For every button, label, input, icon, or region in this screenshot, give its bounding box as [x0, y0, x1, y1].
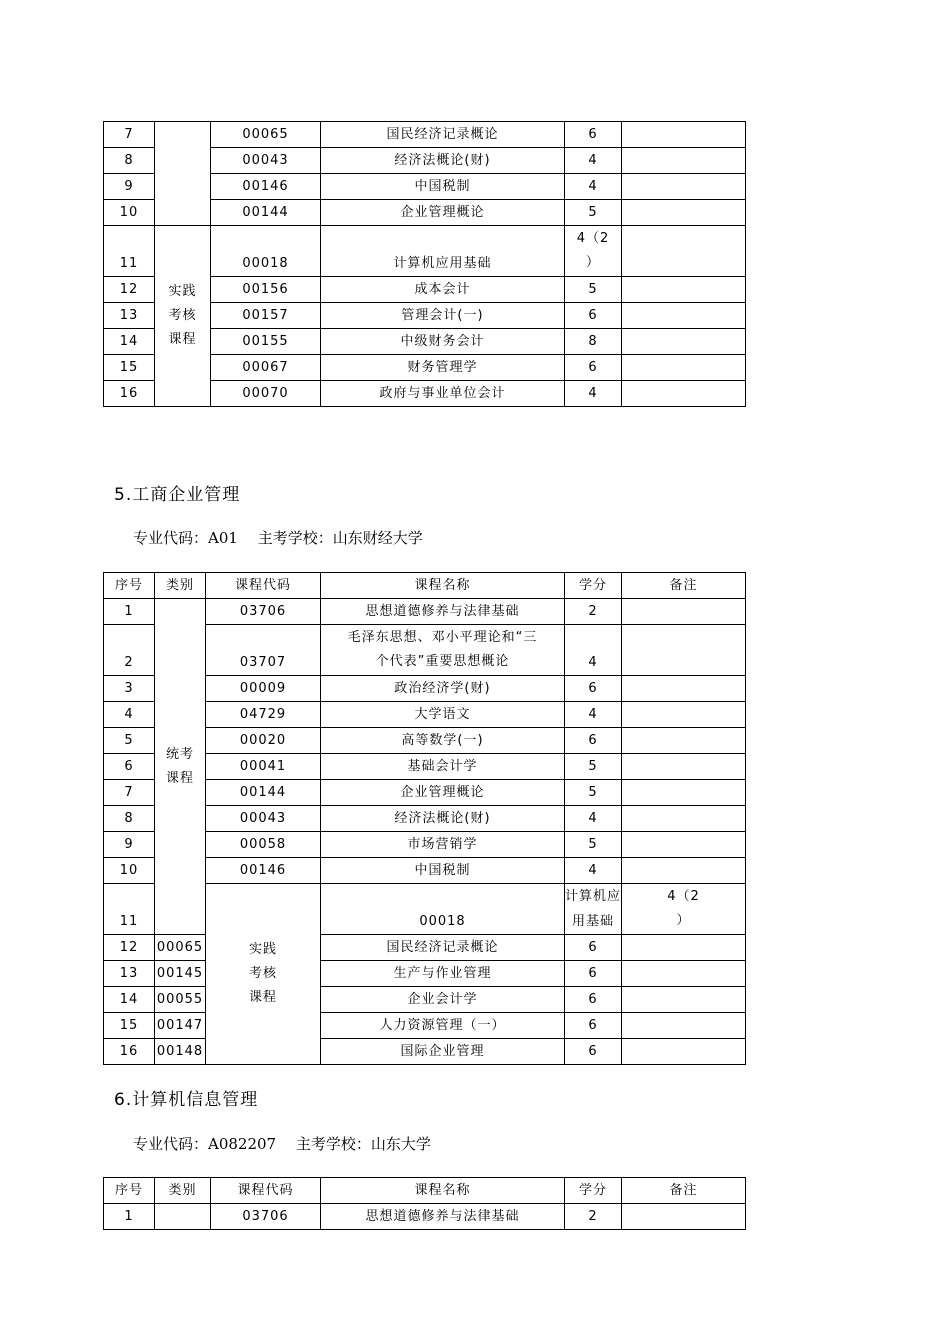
- row-number: 8: [104, 806, 155, 832]
- category-practice: [155, 226, 211, 407]
- note: [622, 702, 746, 728]
- row-number: 14: [104, 329, 155, 355]
- header-note: 备注: [622, 573, 746, 599]
- course-name: 国际企业管理: [321, 1039, 565, 1065]
- credit: 4: [565, 148, 622, 174]
- note: [622, 277, 746, 303]
- course-name: 企业管理概论: [321, 200, 565, 226]
- course-code: 00018: [321, 884, 565, 935]
- row-number: 8: [104, 148, 155, 174]
- credit: 6: [565, 987, 622, 1013]
- course-name: [321, 625, 565, 676]
- course-table-business: [103, 572, 746, 1065]
- course-code: 00145: [155, 961, 206, 987]
- credit-line: 4（2: [667, 889, 700, 904]
- note: [622, 1013, 746, 1039]
- credit: 6: [565, 961, 622, 987]
- credit: 6: [565, 122, 622, 148]
- credit: 4: [565, 381, 622, 407]
- row-number: 1: [104, 599, 155, 625]
- category-label: 课程: [168, 332, 197, 347]
- category-label: 考核: [168, 308, 197, 323]
- course-name: 中国税制: [321, 858, 565, 884]
- course-code: 00041: [206, 754, 321, 780]
- course-name: 财务管理学: [321, 355, 565, 381]
- course-name: 计算机应用基础: [565, 884, 622, 935]
- row-number: 9: [104, 832, 155, 858]
- course-code: 00067: [211, 355, 321, 381]
- course-name-line: 毛泽东思想、邓小平理论和“三: [347, 630, 538, 645]
- category-label: 实践: [248, 942, 277, 957]
- table-row: [104, 122, 746, 148]
- course-table-continued: [103, 121, 746, 407]
- note: [622, 987, 746, 1013]
- course-code: 00157: [211, 303, 321, 329]
- credit: 6: [565, 355, 622, 381]
- row-number: 12: [104, 935, 155, 961]
- row-number: 16: [104, 1039, 155, 1065]
- row-number: 13: [104, 303, 155, 329]
- note: [622, 935, 746, 961]
- note: [622, 806, 746, 832]
- note: [622, 728, 746, 754]
- note: [622, 832, 746, 858]
- credit: 5: [565, 277, 622, 303]
- course-code: 00144: [206, 780, 321, 806]
- course-code: 00070: [211, 381, 321, 407]
- course-name: 国民经济记录概论: [321, 122, 565, 148]
- course-name: 人力资源管理（一）: [321, 1013, 565, 1039]
- course-code: 00043: [206, 806, 321, 832]
- table-row: [104, 961, 746, 987]
- credit: 2: [565, 599, 622, 625]
- header-no: 序号: [104, 1178, 155, 1204]
- course-code: 00147: [155, 1013, 206, 1039]
- section-title: 6.计算机信息管理: [114, 1090, 259, 1110]
- credit: 4: [565, 702, 622, 728]
- table-header-row: [104, 573, 746, 599]
- course-name: 企业会计学: [321, 987, 565, 1013]
- course-name: 成本会计: [321, 277, 565, 303]
- credit: 2: [565, 1204, 622, 1230]
- course-name: 管理会计(一): [321, 303, 565, 329]
- category-cell: [155, 122, 211, 226]
- category-cell: [155, 1204, 211, 1230]
- row-number: 9: [104, 174, 155, 200]
- note: [622, 754, 746, 780]
- note: [622, 858, 746, 884]
- section-meta: 专业代码：A082207 主考学校：山东大学: [133, 1135, 431, 1153]
- course-name: 中级财务会计: [321, 329, 565, 355]
- credit: 5: [565, 832, 622, 858]
- credit: 4: [565, 858, 622, 884]
- row-number: 12: [104, 277, 155, 303]
- credit: 6: [565, 676, 622, 702]
- course-name: 市场营销学: [321, 832, 565, 858]
- row-number: 6: [104, 754, 155, 780]
- course-name: 政治经济学(财): [321, 676, 565, 702]
- row-number: 1: [104, 1204, 155, 1230]
- course-code: 00018: [211, 226, 321, 277]
- table-row: [104, 987, 746, 1013]
- header-code: 课程代码: [206, 573, 321, 599]
- course-code: 00148: [155, 1039, 206, 1065]
- credit: [565, 226, 622, 277]
- row-number: 15: [104, 355, 155, 381]
- note: [622, 355, 746, 381]
- category-label: 课程: [165, 770, 194, 786]
- row-number: 13: [104, 961, 155, 987]
- header-credit: 学分: [565, 573, 622, 599]
- table-row: [104, 1013, 746, 1039]
- category-label: 课程: [248, 990, 277, 1005]
- course-name: 生产与作业管理: [321, 961, 565, 987]
- course-name: 思想道德修养与法律基础: [321, 599, 565, 625]
- row-number: 10: [104, 858, 155, 884]
- note: [622, 599, 746, 625]
- table-row: [104, 1039, 746, 1065]
- category-label: 统考: [165, 746, 194, 762]
- course-name: 基础会计学: [321, 754, 565, 780]
- section-title: 5.工商企业管理: [114, 485, 241, 505]
- course-code: 00065: [211, 122, 321, 148]
- course-code: 00009: [206, 676, 321, 702]
- note: [622, 200, 746, 226]
- course-code: 00146: [206, 858, 321, 884]
- credit: 4: [565, 806, 622, 832]
- course-code: 03706: [206, 599, 321, 625]
- credit: 5: [565, 200, 622, 226]
- header-note: 备注: [622, 1178, 746, 1204]
- credit: 6: [565, 935, 622, 961]
- note: [622, 1204, 746, 1230]
- course-name: 计算机应用基础: [321, 226, 565, 277]
- course-code: 00156: [211, 277, 321, 303]
- row-number: 4: [104, 702, 155, 728]
- header-category: 类别: [155, 573, 206, 599]
- credit: [622, 884, 746, 935]
- category-unified: [155, 599, 206, 935]
- header-code: 课程代码: [211, 1178, 321, 1204]
- note: [622, 329, 746, 355]
- course-name: 政府与事业单位会计: [321, 381, 565, 407]
- course-name: 思想道德修养与法律基础: [321, 1204, 565, 1230]
- course-name: 国民经济记录概论: [321, 935, 565, 961]
- header-name: 课程名称: [321, 573, 565, 599]
- note: [622, 381, 746, 407]
- credit-line: ）: [585, 255, 600, 270]
- row-number: 3: [104, 676, 155, 702]
- row-number: 5: [104, 728, 155, 754]
- course-code: 00055: [155, 987, 206, 1013]
- course-code: 00155: [211, 329, 321, 355]
- course-code: 00020: [206, 728, 321, 754]
- category-label: 考核: [248, 966, 277, 981]
- credit: 6: [565, 303, 622, 329]
- credit: 4: [565, 174, 622, 200]
- course-code: 00144: [211, 200, 321, 226]
- credit: 5: [565, 780, 622, 806]
- credit: 5: [565, 754, 622, 780]
- header-no: 序号: [104, 573, 155, 599]
- course-name: 经济法概论(财): [321, 806, 565, 832]
- row-number: 11: [104, 226, 155, 277]
- credit: 8: [565, 329, 622, 355]
- row-number: 11: [104, 884, 155, 935]
- category-label: 实践: [168, 284, 197, 299]
- course-name: 大学语文: [321, 702, 565, 728]
- note: [622, 122, 746, 148]
- note: [622, 676, 746, 702]
- header-name: 课程名称: [321, 1178, 565, 1204]
- table-row: [104, 1204, 746, 1230]
- category-practice: [206, 884, 321, 1065]
- row-number: 7: [104, 122, 155, 148]
- row-number: 16: [104, 381, 155, 407]
- header-credit: 学分: [565, 1178, 622, 1204]
- note: [622, 303, 746, 329]
- section-meta: 专业代码：A01 主考学校：山东财经大学: [133, 529, 423, 547]
- row-number: 10: [104, 200, 155, 226]
- course-code: 00058: [206, 832, 321, 858]
- note: [622, 625, 746, 676]
- row-number: 2: [104, 625, 155, 676]
- course-code: 04729: [206, 702, 321, 728]
- note: [622, 1039, 746, 1065]
- course-name: 高等数学(一): [321, 728, 565, 754]
- note: [622, 780, 746, 806]
- credit: 4: [565, 625, 622, 676]
- course-code: 00043: [211, 148, 321, 174]
- table-header-row: [104, 1178, 746, 1204]
- note: [622, 148, 746, 174]
- course-table-computer: [103, 1177, 746, 1230]
- note: [622, 961, 746, 987]
- course-name-line: 个代表”重要思想概论: [375, 654, 510, 669]
- credit: 6: [565, 1039, 622, 1065]
- course-code: 00065: [155, 935, 206, 961]
- course-code: 03706: [211, 1204, 321, 1230]
- row-number: 15: [104, 1013, 155, 1039]
- course-name: 中国税制: [321, 174, 565, 200]
- row-number: 14: [104, 987, 155, 1013]
- credit-line: 4（2: [576, 231, 610, 246]
- header-category: 类别: [155, 1178, 211, 1204]
- credit: 6: [565, 1013, 622, 1039]
- note: [622, 226, 746, 277]
- row-number: 7: [104, 780, 155, 806]
- table-row: [104, 935, 746, 961]
- course-name: 企业管理概论: [321, 780, 565, 806]
- note: [622, 174, 746, 200]
- credit: 6: [565, 728, 622, 754]
- table-row: [104, 226, 746, 277]
- course-code: 03707: [206, 625, 321, 676]
- credit-line: ）: [676, 913, 691, 928]
- course-code: 00146: [211, 174, 321, 200]
- course-name: 经济法概论(财): [321, 148, 565, 174]
- table-row: [104, 599, 746, 625]
